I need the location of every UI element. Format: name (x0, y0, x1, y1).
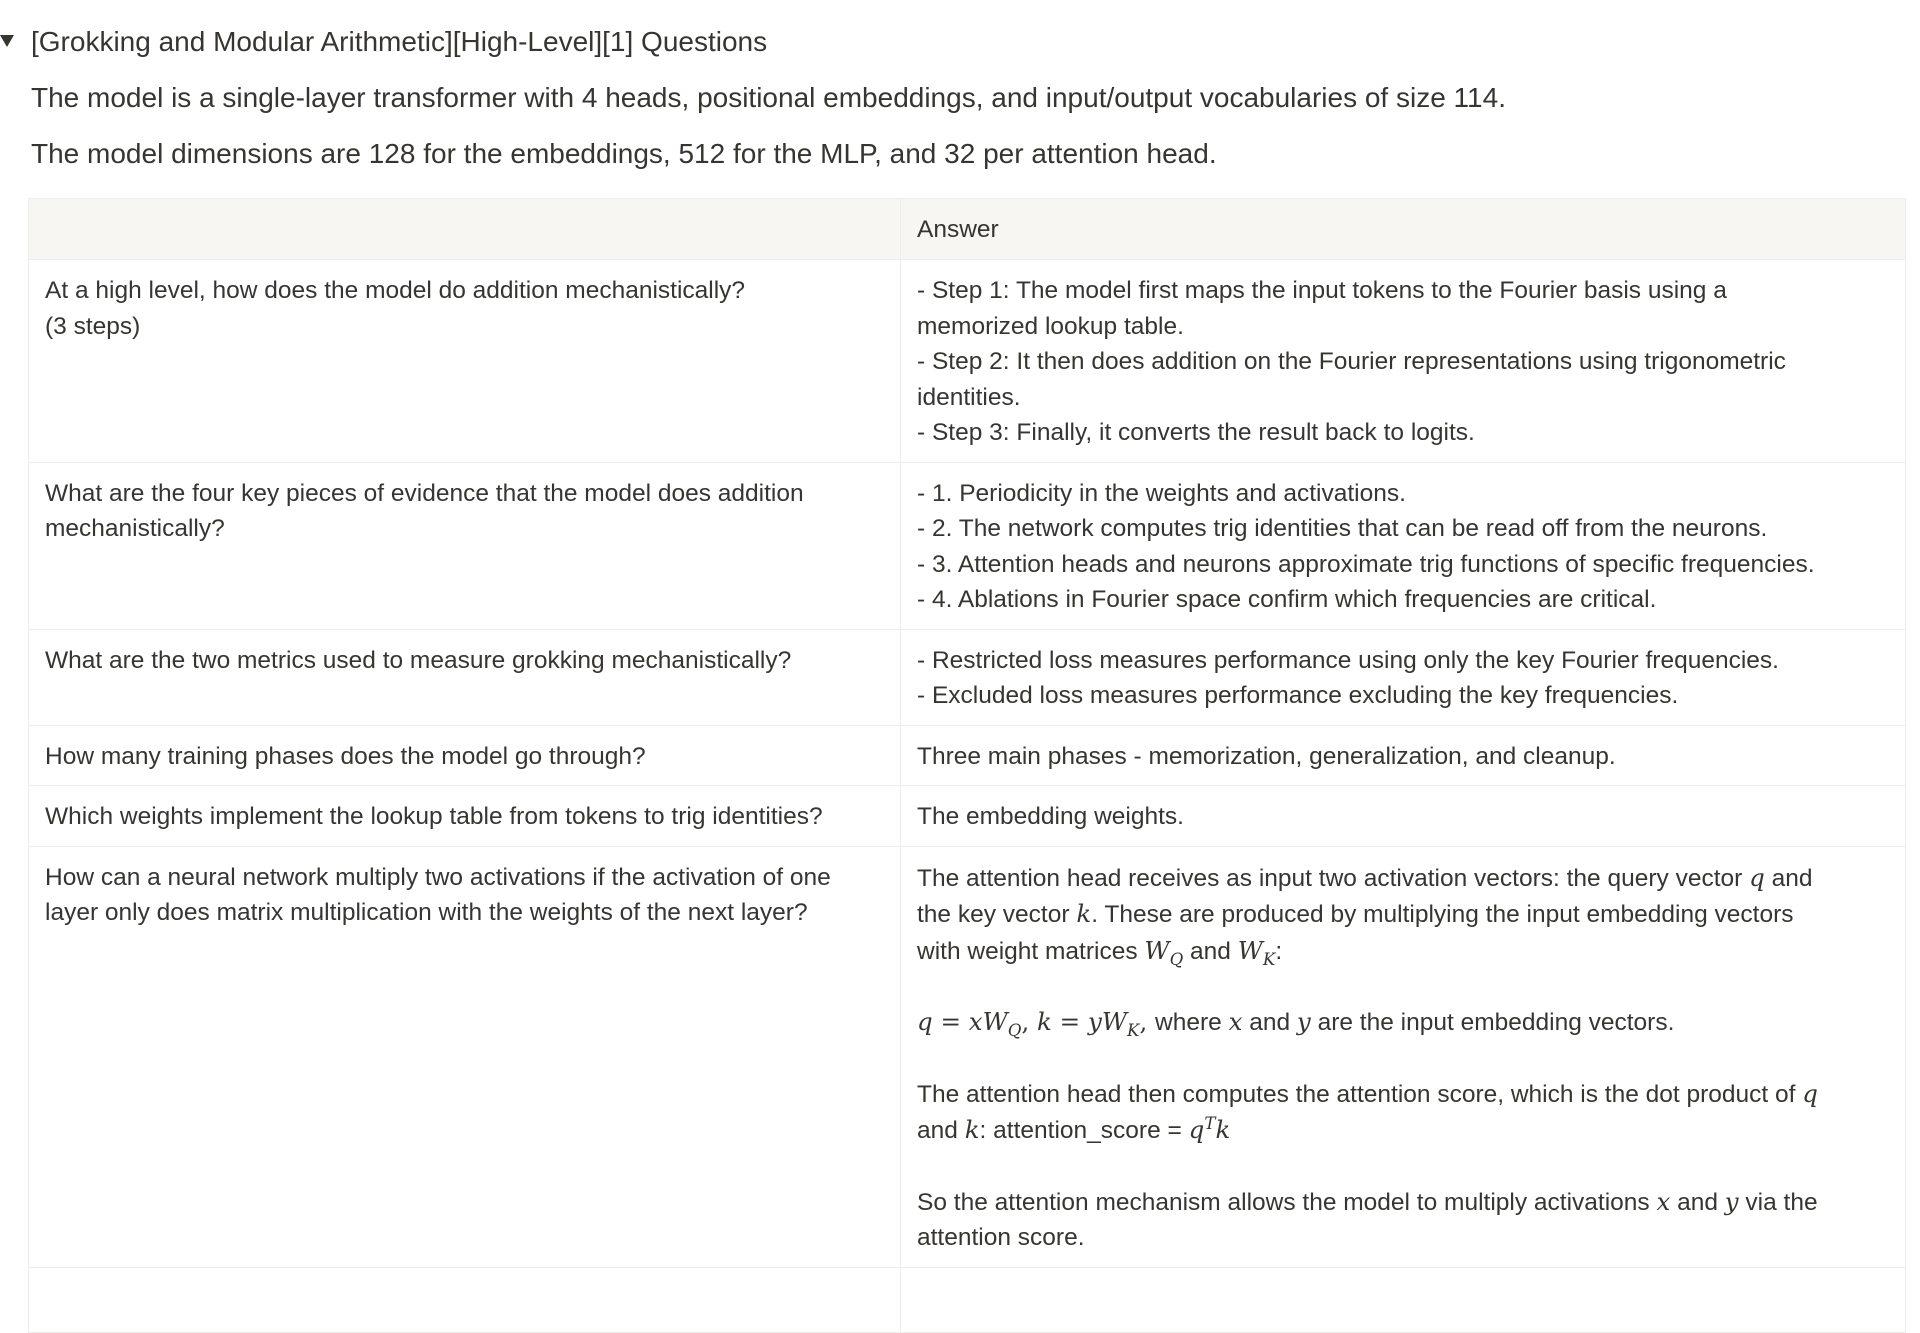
table-row (29, 725, 1906, 786)
answer-paragraph-4 (917, 1184, 1889, 1256)
answer-line (917, 860, 1889, 897)
answer-cell[interactable] (901, 462, 1906, 629)
math-k: k (964, 1115, 980, 1144)
question-cell[interactable] (29, 846, 901, 1267)
table-row (29, 629, 1906, 725)
answer-line: - 3. Attention heads and neurons approximate trig functions of specific frequencies. (917, 550, 1815, 578)
answer-line: - 2. The network computes trig identities that can be read off from the neurons. (917, 515, 1768, 542)
answer-text: and (1764, 864, 1813, 892)
answer-paragraph-3 (917, 1076, 1889, 1149)
math-w: W (1237, 935, 1263, 965)
answer-cell-empty[interactable] (901, 1267, 1906, 1332)
question-line: What are the four key pieces of evidence that the model does addition (45, 479, 804, 507)
math-q: q (1188, 1115, 1205, 1144)
answer-text: and (1183, 937, 1238, 965)
answer-text: and (1242, 1009, 1297, 1036)
answer-cell[interactable] (901, 260, 1906, 463)
question-line: At a high level, how does the model do addition mechanistically? (45, 277, 746, 304)
math-sub-q: Q (1169, 949, 1184, 969)
math-sub-k: K (1262, 949, 1276, 969)
math-eq-q (917, 1007, 1022, 1040)
answer-line (917, 1112, 1889, 1149)
answer-text: . These are produced by multiplying the input embedding vectors (1091, 901, 1794, 928)
question-cell[interactable] (29, 786, 901, 847)
table-row (29, 846, 1906, 1267)
math-eq-k (1037, 1007, 1140, 1040)
question-line: mechanistically? (45, 515, 225, 542)
answer-line: Three main phases - memorization, generalization, and cleanup. (917, 742, 1616, 770)
answer-cell[interactable] (901, 725, 1906, 786)
answer-line: The embedding weights. (917, 803, 1184, 830)
math-comma: , (1021, 1007, 1038, 1036)
table-row (29, 462, 1906, 629)
math-text: k = y (1037, 1007, 1102, 1036)
answer-line: - 4. Ablations in Fourier space confirm which frequencies are critical. (917, 586, 1657, 613)
question-line: (3 steps) (45, 312, 141, 340)
math-text: q = x (917, 1007, 983, 1036)
math-sub-q: Q (1007, 1020, 1022, 1040)
math-sup-t: T (1204, 1113, 1216, 1133)
question-line: layer only does matrix multiplication with the weights of the next layer? (45, 899, 808, 926)
answer-cell[interactable] (901, 629, 1906, 725)
table-row (29, 786, 1906, 847)
question-line: Which weights implement the lookup table from tokens to trig identities? (45, 803, 823, 830)
math-q: q (1749, 862, 1765, 892)
answer-line (917, 896, 1889, 933)
answer-cell[interactable] (901, 846, 1906, 1267)
answer-line: - Step 1: The model first maps the input tokens to the Fourier basis using a (917, 277, 1727, 304)
answer-line (917, 933, 1889, 970)
question-cell[interactable] (29, 260, 901, 463)
math-k: k (1076, 899, 1092, 928)
answer-text: and (1670, 1188, 1725, 1216)
answer-text: via the (1738, 1188, 1818, 1216)
column-header-question[interactable] (29, 199, 901, 260)
question-cell[interactable] (29, 462, 901, 629)
answer-line: identities. (917, 383, 1021, 411)
question-cell[interactable] (29, 629, 901, 725)
answer-cell[interactable] (901, 786, 1906, 847)
math-wk (1237, 935, 1276, 969)
question-cell-empty[interactable] (29, 1267, 901, 1332)
math-sub-k: K (1127, 1020, 1140, 1040)
answer-text: are the input embedding vectors. (1310, 1009, 1675, 1036)
math-wq (1144, 935, 1184, 969)
intro-paragraph-1: The model is a single-layer transformer with 4 heads, positional embeddings, and input/output vocabularies of size 114. (31, 82, 1506, 113)
math-y: y (1296, 1007, 1311, 1036)
question-cell[interactable] (29, 725, 901, 786)
answer-text: where (1155, 1009, 1229, 1036)
qa-table (28, 198, 1906, 1333)
answer-text: The attention head receives as input two activation vectors: the query vector (917, 864, 1750, 892)
column-header-answer[interactable]: Answer (901, 199, 1906, 260)
answer-line: memorized lookup table. (917, 312, 1184, 340)
answer-text: : (1275, 937, 1283, 965)
answer-line: - Restricted loss measures performance using only the key Fourier frequencies. (917, 646, 1779, 674)
intro-paragraph-2: The model dimensions are 128 for the embeddings, 512 for the MLP, and 32 per attention head. (31, 138, 1217, 169)
table-row-empty (29, 1267, 1906, 1332)
answer-line: - Step 2: It then does addition on the Fourier representations using trigonometric (917, 348, 1786, 375)
answer-text: and (917, 1117, 965, 1144)
question-line: What are the two metrics used to measure grokking mechanistically? (45, 646, 792, 674)
math-y: y (1724, 1186, 1739, 1216)
math-comma: , (1139, 1007, 1156, 1036)
math-x: x (1656, 1186, 1671, 1216)
math-w: W (982, 1007, 1008, 1036)
answer-paragraph-1 (917, 860, 1889, 970)
math-w: W (1101, 1007, 1128, 1036)
answer-line: - Step 3: Finally, it converts the result back to logits. (917, 419, 1475, 446)
triangle-down-icon[interactable] (0, 22, 30, 62)
math-x: x (1228, 1007, 1243, 1036)
math-qtk (1189, 1115, 1231, 1144)
table-row (29, 260, 1906, 463)
toggle-block-header (0, 22, 767, 62)
answer-text: So the attention mechanism allows the model to multiply activations (917, 1188, 1657, 1216)
answer-line (917, 1076, 1889, 1113)
answer-paragraph-2 (917, 1004, 1889, 1041)
answer-text: with weight matrices (917, 937, 1145, 965)
toggle-title[interactable]: [Grokking and Modular Arithmetic][High-Level][1] Questions (31, 26, 768, 57)
answer-text: the key vector (917, 901, 1077, 928)
table-header-row (29, 199, 1906, 260)
answer-line: - Excluded loss measures performance excluding the key frequencies. (917, 682, 1679, 709)
answer-line (917, 1184, 1889, 1221)
question-line: How many training phases does the model go through? (45, 742, 646, 770)
answer-text: : attention_score = (979, 1117, 1189, 1144)
answer-line (917, 1004, 1889, 1041)
question-line: How can a neural network multiply two activations if the activation of one (45, 863, 831, 891)
answer-line: attention score. (917, 1224, 1085, 1251)
answer-line: - 1. Periodicity in the weights and activations. (917, 479, 1406, 507)
math-k: k (1215, 1115, 1231, 1144)
math-w: W (1144, 935, 1170, 965)
answer-text: The attention head then computes the attention score, which is the dot product of (917, 1080, 1803, 1108)
math-q: q (1802, 1078, 1818, 1108)
